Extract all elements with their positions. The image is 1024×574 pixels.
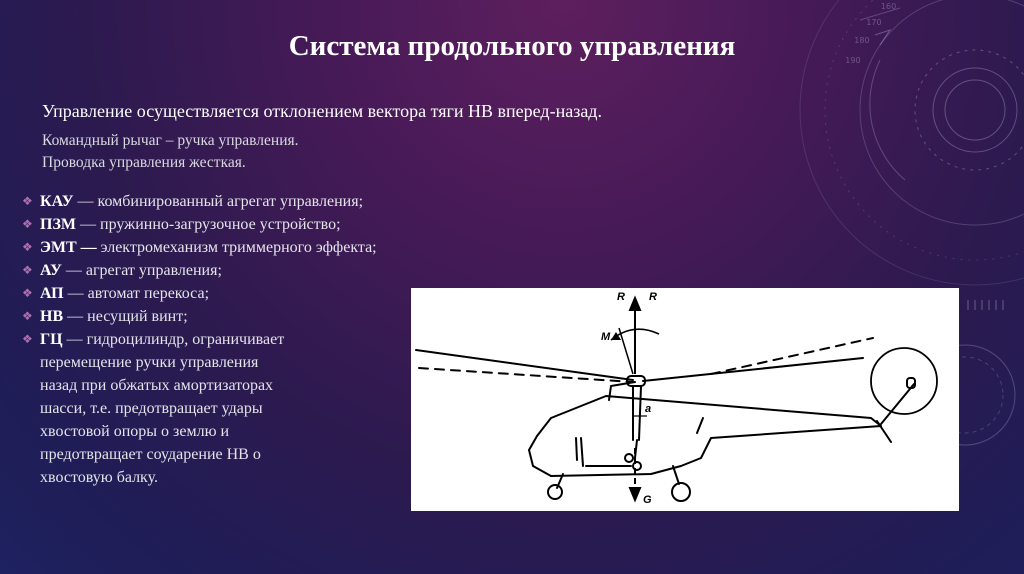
label-g: G [643, 494, 652, 506]
list-item [22, 236, 412, 259]
dial-number: 190 [845, 55, 861, 65]
item-abbr: АУ [40, 262, 62, 279]
gravity-arrow-head [630, 488, 640, 500]
control-stick [581, 438, 583, 466]
tail-fin [877, 421, 891, 442]
item-continuation: хвостовой опоры о землю и [40, 423, 230, 440]
tilted-thrust-vector [619, 328, 633, 374]
main-wheel [672, 483, 690, 501]
item-text: комбинированный агрегат управления; [97, 193, 364, 210]
item-abbr: НВ [40, 308, 64, 325]
rotor-blade-right-dashed [711, 338, 873, 374]
bullet-icon: ❖ [22, 263, 33, 277]
list-item [22, 305, 412, 328]
item-text: гидроцилиндр, ограничивает [86, 331, 285, 348]
list-item [22, 213, 412, 236]
item-abbr: АП [40, 285, 64, 302]
tail-boom-end [881, 384, 914, 424]
item-continuation: предотвращает соударение НВ о [40, 446, 261, 463]
item-continuation: шасси, т.е. предотвращает удары [40, 400, 263, 417]
sub-text-2: Проводка управления жесткая. [42, 154, 246, 171]
tail-rotor-disc [871, 348, 937, 414]
item-text: агрегат управления; [85, 262, 222, 279]
bullet-icon: ❖ [22, 194, 33, 208]
item-text: пружинно-загрузочное устройство; [100, 216, 341, 233]
abbreviation-list [22, 190, 412, 489]
item-sep: — [62, 331, 87, 348]
fuselage-outline [529, 396, 881, 476]
item-sep: — [63, 285, 88, 302]
control-rod [639, 386, 641, 440]
engine-fairing [697, 418, 703, 433]
linkage-joint [625, 454, 633, 462]
label-r1: R [617, 291, 625, 303]
helicopter-drawing [411, 288, 959, 511]
list-item [22, 328, 412, 489]
sub-text-1: Командный рычаг – ручка управления. [42, 132, 299, 149]
nose-wheel [548, 485, 562, 499]
rotor-blade-right [643, 358, 863, 381]
item-sep: — [73, 193, 98, 210]
label-r2: R [649, 291, 657, 303]
thrust-arrow-head [630, 298, 640, 310]
item-abbr: КАУ [40, 193, 74, 210]
slide-title: Система продольного управления [288, 30, 736, 62]
bullet-icon: ❖ [22, 286, 33, 300]
label-m: M [601, 331, 611, 343]
lead-text: Управление осуществляется отклонением вектора тяги НВ вперед-назад. [42, 101, 602, 121]
moment-arrow-head [611, 332, 621, 340]
item-abbr: ГЦ [40, 331, 63, 348]
item-text: автомат перекоса; [87, 285, 210, 302]
control-stick-2 [576, 438, 577, 460]
item-continuation: хвостовую балку. [40, 469, 158, 486]
item-abbr: ПЗМ [40, 216, 76, 233]
item-text: электромеханизм триммерного эффекта; [100, 239, 377, 256]
item-sep: — [61, 262, 86, 279]
item-sep: — [63, 308, 88, 325]
main-gear-strut [673, 466, 679, 484]
dial-number: 170 [866, 18, 882, 27]
dial-number: 160 [880, 2, 897, 12]
bullet-icon: ❖ [22, 217, 33, 231]
item-continuation: назад при обжатых амортизаторах [40, 377, 274, 394]
bullet-icon: ❖ [22, 332, 33, 346]
list-item [22, 282, 412, 305]
item-sep: — [76, 216, 100, 233]
label-a: a [645, 403, 652, 415]
list-item [22, 190, 412, 213]
dial-number: 180 [854, 36, 870, 46]
item-continuation: перемещение ручки управления [40, 354, 259, 371]
list-item [22, 259, 412, 282]
item-text: несущий винт; [87, 308, 188, 325]
item-abbr: ЭМТ — [40, 239, 97, 256]
bullet-icon: ❖ [22, 309, 33, 323]
bullet-icon: ❖ [22, 240, 33, 254]
helicopter-diagram [411, 288, 959, 511]
